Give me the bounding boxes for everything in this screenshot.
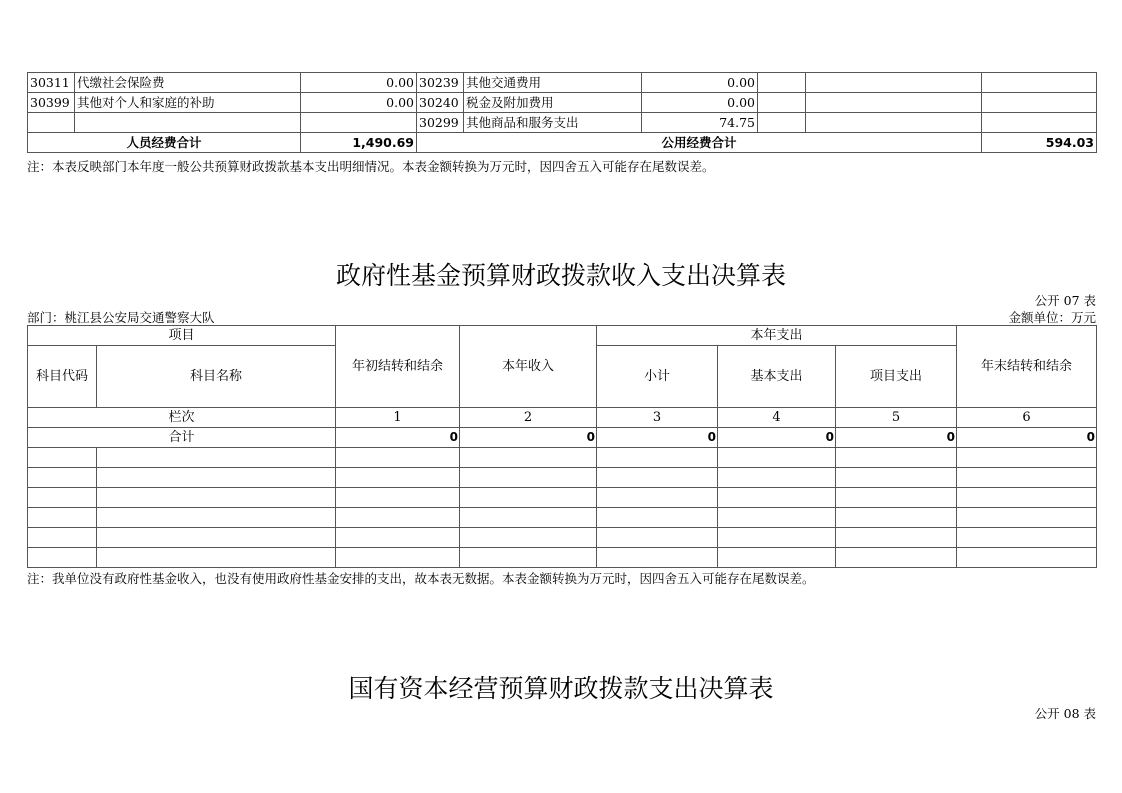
table-note: 注：本表反映部门本年度一般公共预算财政拨款基本支出明细情况。本表金额转换为万元时，因四舍五入可能存在尾数误差。 (27, 159, 715, 174)
section-title: 政府性基金预算财政拨款收入支出决算表 (335, 261, 786, 290)
form-number: 公开 07 表 (1034, 293, 1096, 308)
amount-cell: 74.75 (642, 113, 758, 133)
section-title: 国有资本经营预算财政拨款支出决算表 (348, 674, 774, 703)
name-cell: 其他交通费用 (464, 73, 642, 93)
total-value: 0 (460, 428, 597, 448)
header-basic: 基本支出 (718, 346, 836, 408)
department-label: 部门：桃江县公安局交通警察大队 (27, 310, 215, 325)
column-index: 4 (718, 408, 836, 428)
table-note: 注：我单位没有政府性基金收入，也没有使用政府性基金安排的支出，故本表无数据。本表金额转换为万元时，因四舍五入可能存在尾数误差。 (27, 571, 815, 586)
column-index: 5 (836, 408, 957, 428)
amount-cell: 0.00 (642, 93, 758, 113)
header-subtotal: 小计 (597, 346, 718, 408)
column-index-label: 栏次 (28, 408, 336, 428)
total-row (28, 133, 1097, 153)
personnel-total-label: 人员经费合计 (28, 133, 301, 153)
header-item: 项目 (28, 326, 336, 346)
amount-cell (301, 113, 417, 133)
amount-cell: 0.00 (301, 73, 417, 93)
header-name: 科目名称 (97, 346, 336, 408)
fund-budget-table (27, 325, 1097, 568)
table-row (28, 93, 1097, 113)
expense-detail-table (27, 72, 1097, 153)
header-project: 项目支出 (836, 346, 957, 408)
amount-cell: 0.00 (642, 73, 758, 93)
code-cell: 30399 (28, 93, 75, 113)
table-row (28, 448, 1097, 468)
total-value: 0 (597, 428, 718, 448)
total-value: 0 (718, 428, 836, 448)
public-total-value: 594.03 (982, 133, 1097, 153)
code-cell: 30240 (417, 93, 464, 113)
form-number: 公开 08 表 (1034, 706, 1096, 721)
code-cell: 30311 (28, 73, 75, 93)
table-row (28, 548, 1097, 568)
header-code: 科目代码 (28, 346, 97, 408)
header-income: 本年收入 (460, 326, 597, 408)
public-total-label: 公用经费合计 (417, 133, 982, 153)
header-opening: 年初结转和结余 (336, 326, 460, 408)
column-index: 2 (460, 408, 597, 428)
code-cell (28, 113, 75, 133)
total-value: 0 (957, 428, 1097, 448)
column-index: 1 (336, 408, 460, 428)
table-row (28, 113, 1097, 133)
name-cell: 其他对个人和家庭的补助 (75, 93, 301, 113)
table-row (28, 528, 1097, 548)
code-cell: 30299 (417, 113, 464, 133)
table-row (28, 468, 1097, 488)
total-label: 合计 (28, 428, 336, 448)
name-cell: 税金及附加费用 (464, 93, 642, 113)
total-value: 0 (336, 428, 460, 448)
name-cell: 代缴社会保险费 (75, 73, 301, 93)
personnel-total-value: 1,490.69 (301, 133, 417, 153)
total-value: 0 (836, 428, 957, 448)
column-index: 6 (957, 408, 1097, 428)
header-closing: 年末结转和结余 (957, 326, 1097, 408)
name-cell (75, 113, 301, 133)
name-cell: 其他商品和服务支出 (464, 113, 642, 133)
column-index-row (28, 408, 1097, 428)
unit-label: 金额单位：万元 (1008, 310, 1096, 325)
header-expense-group: 本年支出 (597, 326, 957, 346)
table-row (28, 73, 1097, 93)
table-row (28, 508, 1097, 528)
total-row (28, 428, 1097, 448)
table-row (28, 488, 1097, 508)
amount-cell: 0.00 (301, 93, 417, 113)
column-index: 3 (597, 408, 718, 428)
code-cell: 30239 (417, 73, 464, 93)
